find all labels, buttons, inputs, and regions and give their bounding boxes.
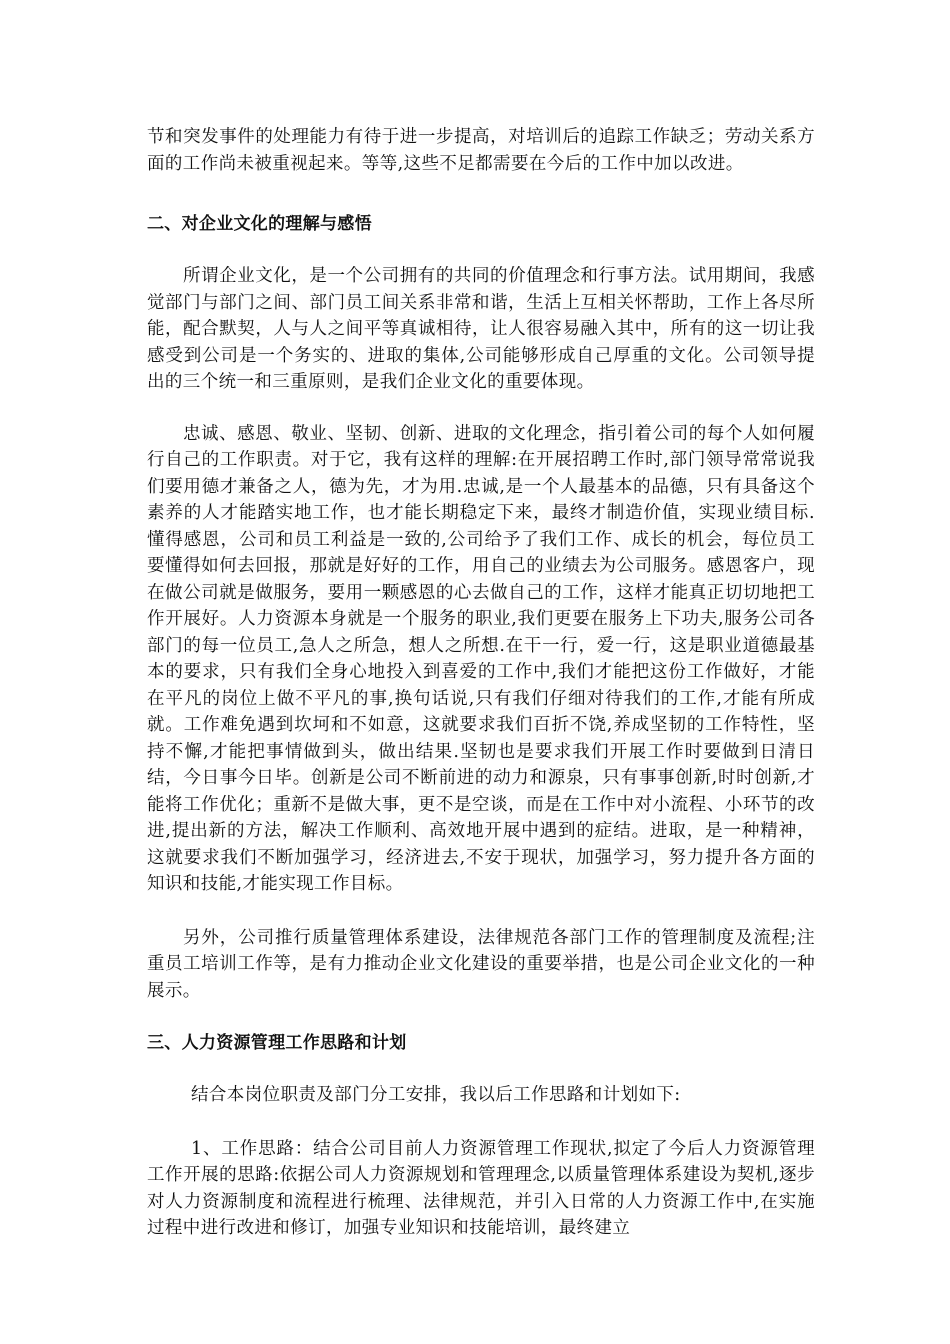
section-heading-corporate-culture: 二、对企业文化的理解与感悟 [147,214,372,234]
paragraph-culture-measures: 另外，公司推行质量管理体系建设，法律规范各部门工作的管理制度及流程;注重员工培训工作等，是有力推动企业文化建设的重要举措，也是公司企业文化的一种展示。 [147,927,815,1001]
paragraph-culture-values: 忠诚、感恩、敬业、坚韧、创新、进取的文化理念，指引着公司的每个人如何履行自己的工作职责。对于它，我有这样的理解:在开展招聘工作时,部门领导常常说我们要用德才兼备之人，德为先，才为用.忠诚,是一个人最基本的品德，只有具备这个素养的人才能踏实地工作，也才能长期稳定下来，最终才制造价值，实现业绩目标.懂得感恩，公司和员工利益是一致的,公司给予了我们工作、成长的机会，每位员工要懂得如何去回报，那就是好好的工作，用自己的业绩去为公司服务。感恩客户，现在做公司就是做服务，要用一颗感恩的心去做自己的工作，这样才能真正切切地把工作开展好。人力资源本身就是一个服务的职业,我们更要在服务上下功夫,服务公司各部门的每一位员工,急人之所急，想人之所想.在干一行，爱一行，这是职业道德最基本的要求，只有我们全身心地投入到喜爱的工作中,我们才能把这份工作做好，才能在平凡的岗位上做不平凡的事,换句话说,只有我们仔细对待我们的工作,才能有所成就。工作难免遇到坎坷和不如意，这就要求我们百折不饶,养成坚韧的工作特性，坚持不懈,才能把事情做到头，做出结果.坚韧也是要求我们开展工作时要做到日清日结，今日事今日毕。创新是公司不断前进的动力和源泉，只有事事创新,时时创新,才能将工作优化；重新不是做大事，更不是空谈，而是在工作中对小流程、小环节的改进,提出新的方法，解决工作顺利、高效地开展中遇到的症结。进取，是一种精神，这就要求我们不断加强学习，经济进去,不安于现状，加强学习，努力提升各方面的知识和技能,才能实现工作目标。 [147,423,815,894]
paragraph-continued: 节和突发事件的处理能力有待于进一步提高，对培训后的追踪工作缺乏；劳动关系方面的工作尚未被重视起来。等等,这些不足都需要在今后的工作中加以改进。 [147,127,815,174]
document-body [147,124,815,1242]
paragraph-culture-definition: 所谓企业文化，是一个公司拥有的共同的价值理念和行事方法。试用期间，我感觉部门与部门之间、部门员工间关系非常和谐，生活上互相关怀帮助，工作上各尽所能，配合默契，人与人之间平等真诚相待，让人很容易融入其中，所有的这一切让我感受到公司是一个务实的、进取的集体,公司能够形成自己厚重的文化。公司领导提出的三个统一和三重原则，是我们企业文化的重要体现。 [147,266,815,392]
section-heading-hr-plan: 三、人力资源管理工作思路和计划 [147,1033,407,1053]
paragraph-work-approach: 1、工作思路：结合公司目前人力资源管理工作现状,拟定了今后人力资源管理工作开展的思路:依据公司人力资源规划和管理理念,以质量管理体系建设为契机,逐步对人力资源制度和流程进行梳理、法律规范，并引入日常的人力资源工作中,在实施过程中进行改进和修订，加强专业知识和技能培训，最终建立 [147,1138,815,1238]
paragraph-plan-intro: 结合本岗位职责及部门分工安排，我以后工作思路和计划如下: [191,1085,681,1105]
